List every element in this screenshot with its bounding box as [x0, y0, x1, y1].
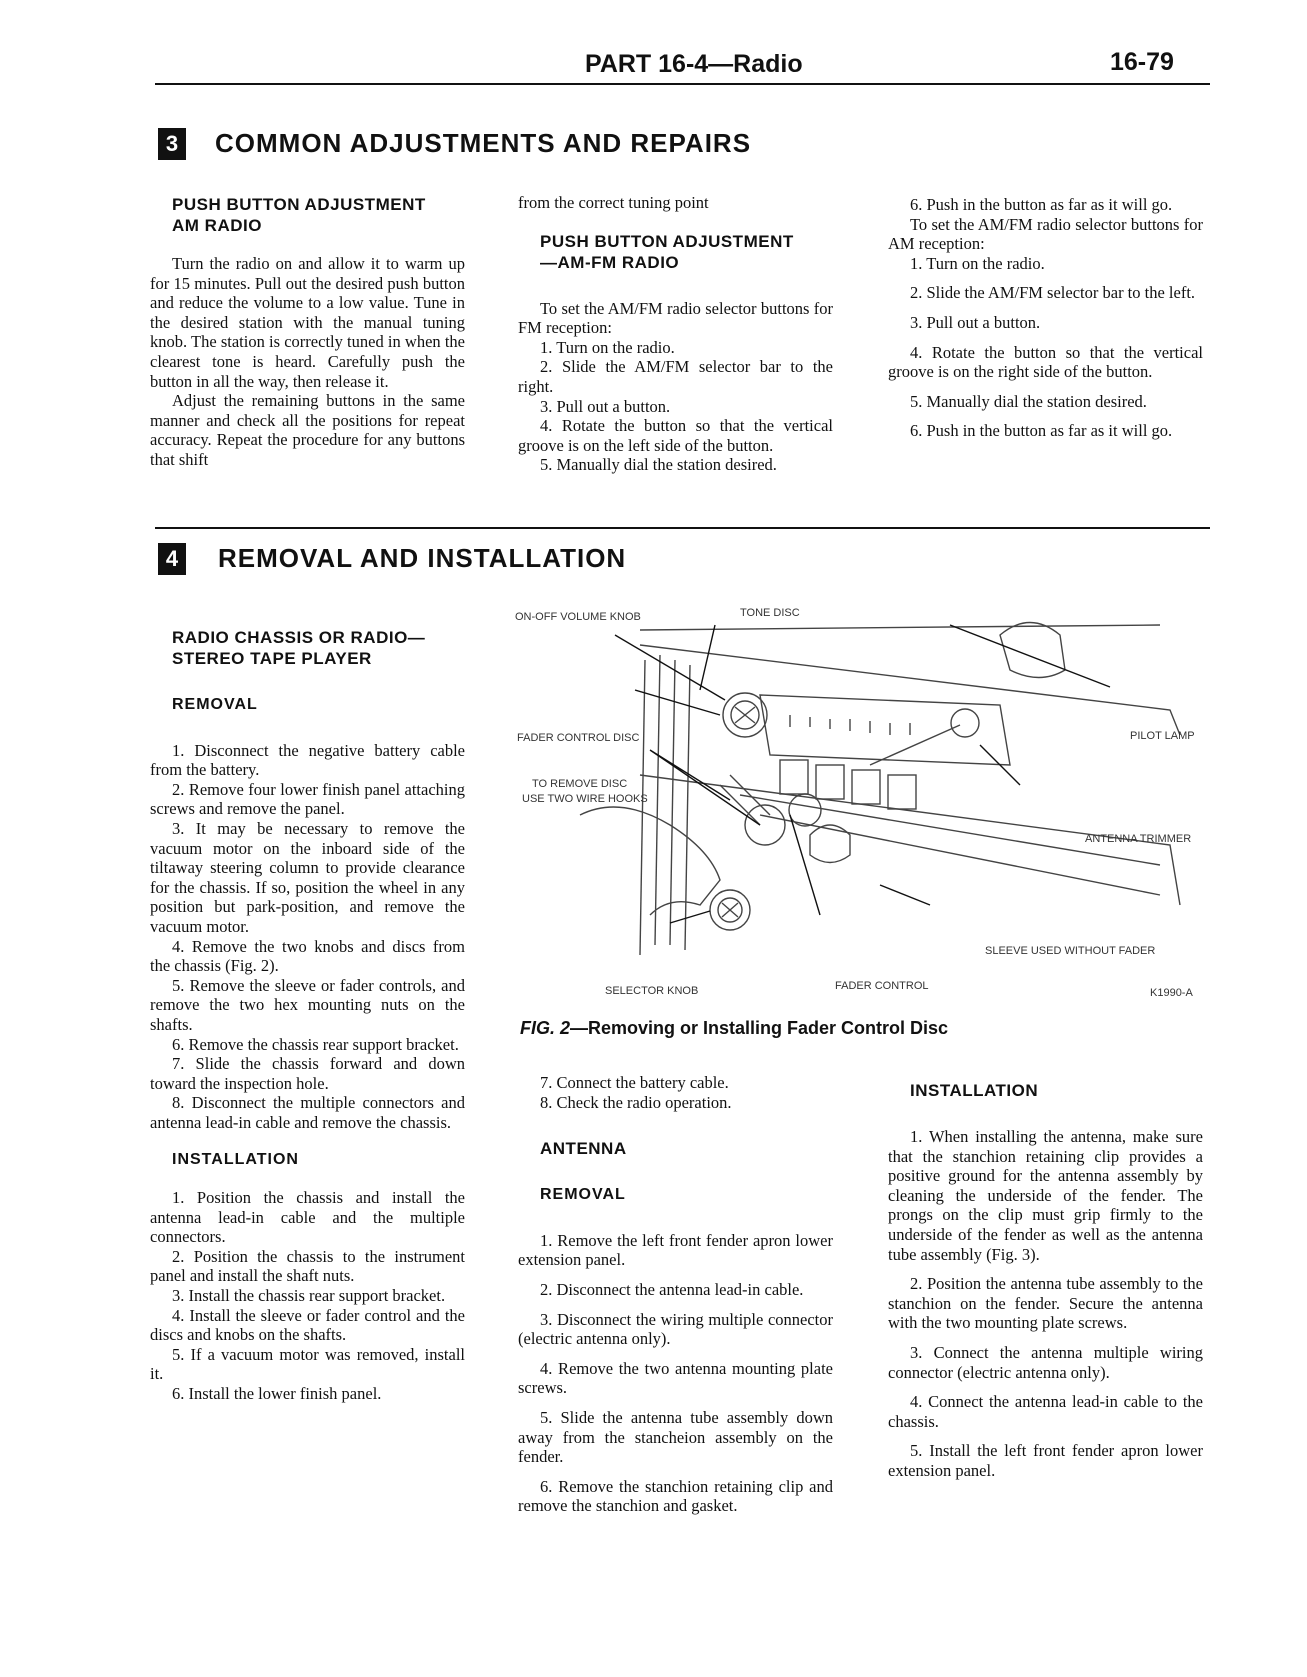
- section-4-badge: 4: [158, 543, 186, 575]
- s3c3-step-6: 6. Push in the button as far as it will go.: [910, 195, 1173, 214]
- s4c2-removal-step-1: 1. Remove the left front fender apron lower extension panel.: [518, 1230, 833, 1270]
- s4c1-removal-step-5: 5. Remove the sleeve or fader controls, and remove the two hex mounting nuts on the shafts.: [150, 975, 465, 1034]
- s4c2-removal-step-4: 4. Remove the two antenna mounting plate screws.: [518, 1358, 833, 1398]
- s3c3-step-2: 2. Slide the AM/FM selector bar to the left.: [910, 283, 1196, 303]
- figure-2-caption-text: —Removing or Installing Fader Control Disc: [570, 1018, 949, 1038]
- s4c1-removal-step-1: 1. Disconnect the negative battery cable from the battery.: [150, 740, 465, 780]
- s4c1-removal-heading: REMOVAL: [172, 696, 258, 713]
- s3c2-step-5: 5. Manually dial the station desired.: [540, 455, 777, 475]
- s3c1-paragraph-2: Adjust the remaining buttons in the same manner and check all the positions for repeat accuracy. Repeat the procedure for any buttons that shift: [150, 391, 465, 469]
- page-number: 16-79: [1110, 48, 1174, 76]
- s4c3-install-step-2: 2. Position the antenna tube assembly to the stanchion on the fender. Secure the antenna with the two mounting plate screws.: [888, 1274, 1203, 1333]
- figure-2: [515, 607, 1210, 1010]
- s3c3-step-4: 4. Rotate the button so that the vertical groove is on the right side of the button.: [888, 342, 1203, 382]
- label-to-remove-disc: TO REMOVE DISC: [532, 778, 628, 790]
- s4c2-step-7: 7. Connect the battery cable.: [540, 1073, 729, 1092]
- label-selector-knob: SELECTOR KNOB: [605, 985, 699, 997]
- label-fader-control: FADER CONTROL: [835, 980, 929, 992]
- label-tone-disc: TONE DISC: [740, 607, 800, 619]
- s3-column-3: [888, 195, 1203, 441]
- s3c2-paragraph-1: To set the AM/FM radio selector buttons for FM reception:: [518, 298, 833, 338]
- s4c1-install-step-2: 2. Position the chassis to the instrument panel and install the shaft nuts.: [150, 1246, 465, 1286]
- s3c2-step-1: 1. Turn on the radio.: [540, 337, 675, 357]
- s4c2-antenna-heading: ANTENNA: [540, 1139, 627, 1159]
- s4c2-removal-step-6: 6. Remove the stanchion retaining clip and remove the stanchion and gasket.: [518, 1476, 833, 1516]
- s4c1-installation-heading: INSTALLATION: [172, 1151, 299, 1169]
- s3c2-heading-2: —AM-FM RADIO: [540, 252, 680, 272]
- s3c2-step-3: 3. Pull out a button.: [540, 396, 671, 416]
- page-header-title: PART 16-4—Radio: [585, 50, 803, 78]
- figure-2-caption: [520, 1018, 948, 1039]
- s4c1-removal-step-2: 2. Remove four lower finish panel attaching screws and remove the panel.: [150, 779, 465, 819]
- s4c1-heading-2: STEREO TAPE PLAYER: [172, 649, 372, 668]
- s4c1-install-step-3: 3. Install the chassis rear support bracket.: [172, 1286, 446, 1306]
- s3c3-step-3: 3. Pull out a button.: [910, 312, 1041, 332]
- s4c3-install-step-3: 3. Connect the antenna multiple wiring connector (electric antenna only).: [888, 1342, 1203, 1382]
- s4-column-3: [888, 1080, 1203, 1481]
- s3c3-step-5: 5. Manually dial the station desired.: [910, 391, 1147, 411]
- s4c1-install-step-1: 1. Position the chassis and install the antenna lead-in cable and the multiple connectors.: [150, 1188, 465, 1247]
- figure-code: K1990-A: [1150, 987, 1193, 999]
- s3c1-paragraph-1: Turn the radio on and allow it to warm up for 15 minutes. Pull out the desired push button and reduce the volume to a low value. Tune in the desired station with the manual tuning knob. The station is correctly tuned in when the clearest tone is heard. Carefully push the button in all the way, then release it.: [150, 254, 465, 391]
- s4c1-install-step-5: 5. If a vacuum motor was removed, install it.: [150, 1344, 465, 1384]
- s3c2-heading-1: PUSH BUTTON ADJUSTMENT: [540, 231, 794, 251]
- s3-column-2: [518, 193, 833, 475]
- s3c3-step-1: 1. Turn on the radio.: [910, 253, 1045, 273]
- s4c1-install-step-6: 6. Install the lower finish panel.: [172, 1384, 382, 1403]
- section-3-badge: 3: [158, 128, 186, 160]
- label-use-two-wire-hooks: USE TWO WIRE HOOKS: [522, 793, 648, 805]
- s4c1-removal-step-8: 8. Disconnect the multiple connectors and antenna lead-in cable and remove the chassis.: [150, 1093, 465, 1132]
- s4c2-removal-step-5: 5. Slide the antenna tube assembly down away from the stancheion assembly on the fender.: [518, 1407, 833, 1467]
- s4c1-install-step-4: 4. Install the sleeve or fader control and the discs and knobs on the shafts.: [150, 1305, 465, 1345]
- s3c3-paragraph-1: To set the AM/FM radio selector buttons for AM reception:: [888, 214, 1203, 254]
- s4c2-removal-heading: REMOVAL: [540, 1186, 626, 1204]
- section-divider: [155, 527, 1210, 529]
- s3c3-step-6b: 6. Push in the button as far as it will go.: [910, 421, 1173, 441]
- label-antenna-trimmer: ANTENNA TRIMMER: [1085, 833, 1192, 845]
- s4-column-1: [150, 627, 465, 1404]
- s3c1-heading-2: AM RADIO: [172, 216, 262, 235]
- s4c2-step-8: 8. Check the radio operation.: [540, 1092, 732, 1112]
- s4c1-removal-step-7: 7. Slide the chassis forward and down toward the inspection hole.: [150, 1054, 465, 1093]
- s4c1-removal-step-4: 4. Remove the two knobs and discs from the chassis (Fig. 2).: [150, 936, 465, 976]
- section-3-title: COMMON ADJUSTMENTS AND REPAIRS: [215, 128, 752, 158]
- s3c2-continuation: from the correct tuning point: [518, 193, 709, 212]
- s4c2-removal-step-3: 3. Disconnect the wiring multiple connector (electric antenna only).: [518, 1309, 833, 1349]
- s4c3-install-step-5: 5. Install the left front fender apron lower extension panel.: [888, 1441, 1203, 1480]
- s3c1-heading-1: PUSH BUTTON ADJUSTMENT: [172, 195, 426, 214]
- label-sleeve-used-without-fader: SLEEVE USED WITHOUT FADER: [985, 945, 1156, 957]
- s4c1-removal-step-6: 6. Remove the chassis rear support bracket.: [172, 1034, 459, 1054]
- s3c2-step-2: 2. Slide the AM/FM selector bar to the right.: [518, 357, 833, 396]
- s4c3-install-step-1: 1. When installing the antenna, make sure that the stanchion retaining clip provides a positive ground for the antenna assembly by cleaning the underside of the fender. The prongs on the clip must grip firmly to the underside of the fender as well as the antenna tube assembly (Fig. 3).: [888, 1127, 1203, 1264]
- header-rule: [155, 83, 1210, 85]
- s3c2-step-4: 4. Rotate the button so that the vertical groove is on the left side of the button.: [518, 416, 833, 455]
- s4c3-installation-heading: INSTALLATION: [910, 1081, 1039, 1100]
- s4-column-2: [518, 1073, 833, 1516]
- figure-2-number: FIG. 2: [520, 1018, 571, 1038]
- s3-column-1: [150, 194, 465, 470]
- s4c2-removal-step-2: 2. Disconnect the antenna lead-in cable.: [540, 1279, 804, 1299]
- s4c3-install-step-4: 4. Connect the antenna lead-in cable to the chassis.: [888, 1392, 1203, 1431]
- section-4-title: REMOVAL AND INSTALLATION: [218, 543, 627, 573]
- label-on-off-volume-knob: ON-OFF VOLUME KNOB: [515, 611, 641, 623]
- label-fader-control-disc: FADER CONTROL DISC: [517, 732, 640, 744]
- s4c1-removal-step-3: 3. It may be necessary to remove the vacuum motor on the inboard side of the tiltaway steering column to provide clearance for the chassis. If so, position the wheel in any position but park-position, and remove the vacuum motor.: [150, 818, 465, 936]
- label-pilot-lamp: PILOT LAMP: [1130, 730, 1195, 742]
- s4c1-heading-1: RADIO CHASSIS OR RADIO—: [172, 628, 426, 647]
